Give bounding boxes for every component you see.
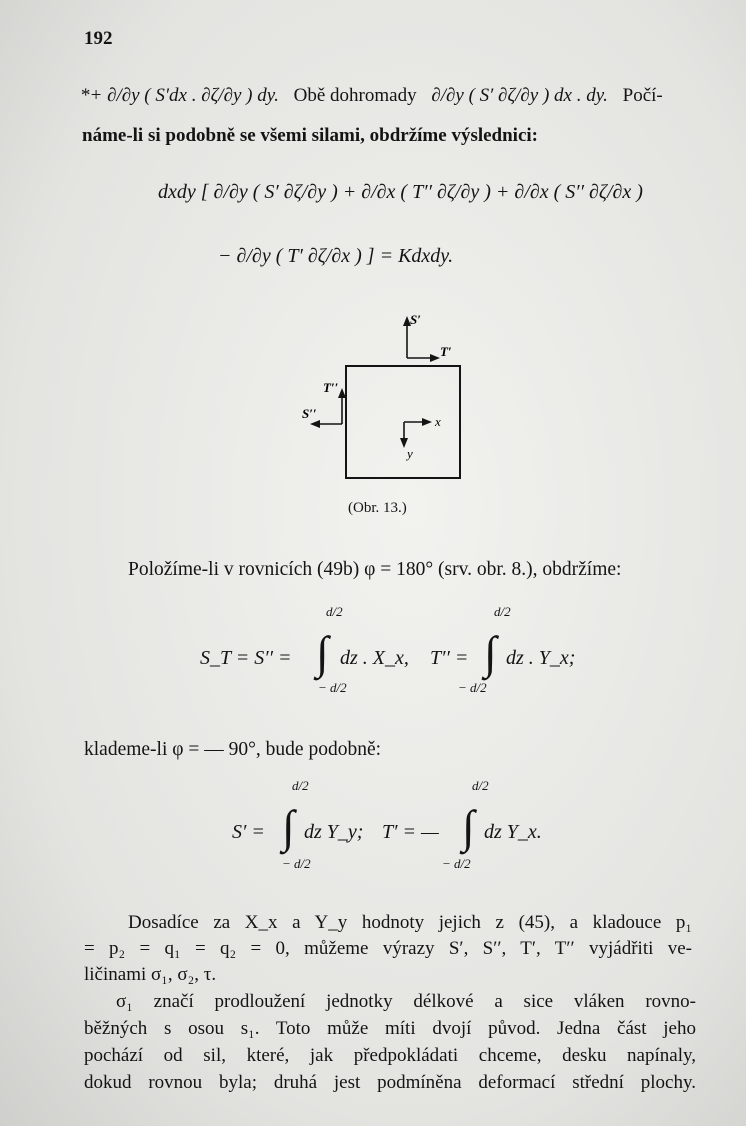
equation-2 <box>200 604 620 714</box>
paragraph-3-line-1: Dosadíce za X_x a Y_y hodnoty jejich z (45), a kladouce p₁ <box>128 912 692 933</box>
figure-caption: (Obr. 13.) <box>348 500 407 516</box>
eq3-upper-limit-right: d/2 <box>472 778 489 793</box>
eq2-left-integrand: dz . X_x, <box>340 647 409 669</box>
paragraph-4-line-1: σ₁ značí prodloužení jednotky délkové a sice vláken rovno- <box>116 991 696 1012</box>
label-s-prime: S′ <box>410 312 421 327</box>
label-t-prime: T′ <box>440 344 452 359</box>
label-s-double-prime: S′′ <box>302 406 317 421</box>
paragraph-3-line-3: ličinami σ₁, σ₂, τ. <box>84 964 217 985</box>
integral-sign: ∫ <box>462 801 475 852</box>
equation-1-row-1: dxdy [ ∂/∂y ( S′ ∂ζ/∂y ) + ∂/∂x ( T′′ ∂ζ/∂y ) + ∂/∂x ( S′′ ∂ζ/∂x ) <box>158 181 643 203</box>
label-t-double-prime: T′′ <box>323 380 339 395</box>
integral-sign: ∫ <box>316 627 329 678</box>
label-y: y <box>407 446 413 461</box>
plate-square <box>346 366 460 478</box>
eq2-right: T′′ = <box>430 647 469 669</box>
paragraph-4-line-4: dokud rovnou byla; druhá jest podmíněna deformací střední plochy. <box>84 1072 696 1093</box>
paragraph-1: Položíme-li v rovnicích (49b) φ = 180° (srv. obr. 8.), obdržíme: <box>128 559 622 580</box>
equation-3 <box>232 776 592 886</box>
eq3-left-integrand: dz Y_y; <box>304 821 364 843</box>
line-1-end: Počí- <box>622 85 663 106</box>
formula-combined: ∂/∂y ( S′ ∂ζ/∂y ) dx . dy. <box>431 85 608 106</box>
eq2-right-integrand: dz . Y_x; <box>506 647 576 669</box>
eq3-upper-limit-left: d/2 <box>292 778 309 793</box>
figure-13-diagram <box>290 300 490 490</box>
integral-sign: ∫ <box>484 627 497 678</box>
x-axis-arrowhead <box>422 418 432 426</box>
paragraph-4-line-3: pochází od sil, které, jak předpokládati chceme, desku napínaly, <box>84 1045 696 1066</box>
eq3-lower-limit-left: − d/2 <box>282 856 311 871</box>
eq2-left: S_T = S′′ = <box>200 647 292 669</box>
eq2-lower-limit-right: − d/2 <box>458 680 487 695</box>
formula-partial: *+ ∂/∂y ( S′dx . ∂ζ/∂y ) dy. <box>80 85 279 106</box>
paragraph-3 <box>84 910 692 988</box>
line-1-text: Obě dohromady <box>293 85 417 106</box>
paragraph-3-line-2: = p₂ = q₁ = q₂ = 0, můžeme výrazy S′, S′′, T′, T′′ vyjádřiti ve- <box>84 938 692 959</box>
eq2-upper-limit-right: d/2 <box>494 604 511 619</box>
t-prime-arrowhead <box>430 354 440 362</box>
integral-sign: ∫ <box>282 801 295 852</box>
paragraph-4-line-2: běžných s osou s₁. Toto může míti dvojí původ. Jedna část jeho <box>84 1018 696 1039</box>
eq2-upper-limit-left: d/2 <box>326 604 343 619</box>
eq2-lower-limit-left: − d/2 <box>318 680 347 695</box>
line-2: náme-li si podobně se všemi silami, obdržíme výslednici: <box>82 125 538 146</box>
s-double-prime-arrowhead <box>310 420 320 428</box>
eq3-right: T′ = — <box>382 821 439 843</box>
label-x: x <box>435 414 441 429</box>
eq3-lower-limit-right: − d/2 <box>442 856 471 871</box>
equation-1-row-2: − ∂/∂y ( T′ ∂ζ/∂x ) ] = Kdxdy. <box>218 245 454 267</box>
page-number: 192 <box>84 28 113 49</box>
eq3-left: S′ = <box>232 821 265 843</box>
paragraph-4 <box>84 988 696 1096</box>
paragraph-2: klademe-li φ = — 90°, bude podobně: <box>84 739 382 760</box>
line-1 <box>80 86 663 105</box>
eq3-right-integrand: dz Y_x. <box>484 821 542 843</box>
t-double-prime-arrowhead <box>338 388 346 398</box>
